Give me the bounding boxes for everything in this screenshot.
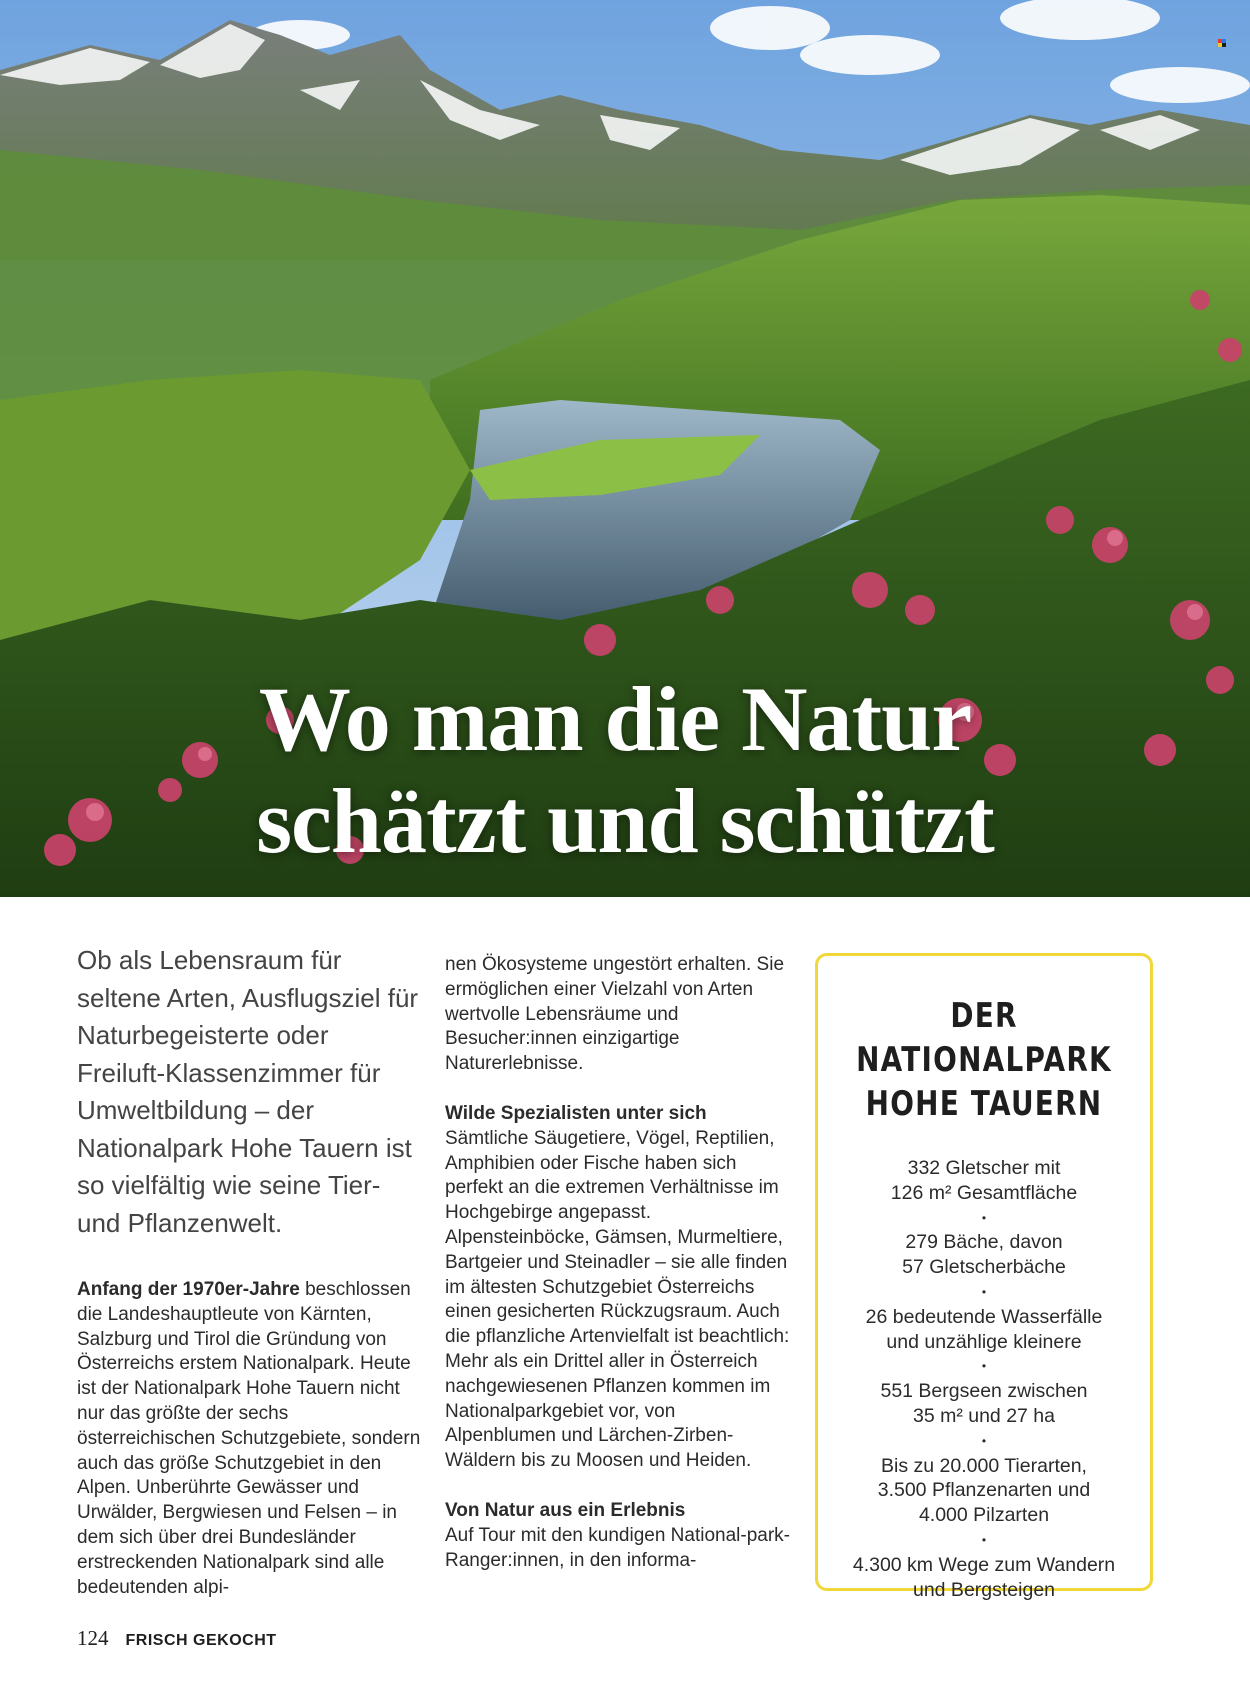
subheading-von-natur: Von Natur aus ein Erlebnis: [445, 1499, 686, 1521]
fact-box-title-line-2: HOHE TAUERN: [865, 1084, 1103, 1124]
fact-item: 3.500 Pflanzenarten und: [877, 1479, 1091, 1502]
magazine-name: FRISCH GEKOCHT: [125, 1632, 277, 1649]
col2-paragraph-1: nen Ökosysteme ungestört erhalten. Sie ermöglichen einer Vielzahl von Arten wertvolle Lebensräume und Besucher:innen einzigartige Naturerlebnisse.: [445, 954, 785, 1075]
fact-item: 126 m² Gesamtfläche: [890, 1181, 1078, 1204]
body-column-2: [445, 953, 790, 1573]
col2-paragraph-2: Sämtliche Säugetiere, Vögel, Reptilien, Amphibien oder Fische haben sich perfekt an die extremen Verhältnisse im Hochgebirge angepasst. Alpensteinböcke, Gämsen, Murmeltiere, Bartgeier und Steinadler – sie alle finden im ältesten Schutzgebiet Österreichs einen gesicherten Rückzugsraum. Auch die pflanzliche Artenvielfalt ist beachtlich: Mehr als ein Drittel aller in Österreich nachgewiesenen Pflanzen kommen im Nationalparkgebiet vor, von Alpenblumen und Lärchen-Zirben-Wäldern bis zu Moosen und Heiden.: [445, 1127, 790, 1472]
lead-paragraph: Ob als Lebensraum für seltene Arten, Ausflugsziel für Naturbegeisterte oder Freiluft-Klassenzimmer für Umweltbildung – der Nationalpark Hohe Tauern ist so vielfältig wie seine Tier- und Pflanzenwelt.: [77, 945, 419, 1238]
bullet-separator: •: [981, 1433, 987, 1448]
bullet-separator: •: [981, 1532, 987, 1547]
body-column-1: [77, 1278, 422, 1600]
fact-item: 551 Bergseen zwischen: [880, 1380, 1088, 1403]
fact-list: [818, 1156, 1150, 1602]
fact-item: 57 Gletscherbäche: [902, 1256, 1066, 1279]
col1-text: beschlossen die Landeshauptleute von Kärnten, Salzburg und Tirol die Gründung von Österreichs erstem Nationalpark. Heute ist der Nationalpark Hohe Tauern nicht nur das größte der sechs österreichischen Schutzgebiete, sondern auch das größe Schutzgebiet in den Alpen. Unberührte Gewässer und Urwälder, Bergwiesen und Felsen – in dem sich über drei Bundesländer erstreckenden Nationalpark sind alle bedeutenden alpi-: [77, 1279, 421, 1598]
page-number: 124: [77, 1626, 109, 1650]
col1-bold-start: Anfang der 1970er-Jahre: [77, 1279, 300, 1300]
col2-paragraph-3: Auf Tour mit den kundigen National-park-Ranger:innen, in den informa-: [445, 1524, 791, 1571]
fact-item: und unzählige kleinere: [886, 1330, 1082, 1353]
col1-paragraph: [77, 1278, 422, 1600]
headline-line-1: Wo man die Natur: [258, 668, 972, 770]
fact-box-title-line-1: DER NATIONALPARK: [856, 996, 1112, 1080]
fact-item: 279 Bäche, davon: [905, 1231, 1063, 1254]
fact-item: 332 Gletscher mit: [907, 1157, 1061, 1179]
fact-item: 4.000 Pilzarten: [918, 1504, 1050, 1527]
bullet-separator: •: [981, 1210, 987, 1225]
fact-box: [815, 953, 1153, 1601]
fact-item: und Bergsteigen: [912, 1578, 1056, 1601]
page-footer: [77, 1626, 277, 1651]
fact-item: 35 m² und 27 ha: [912, 1404, 1055, 1427]
bullet-separator: •: [981, 1284, 987, 1299]
fact-item: 4.300 km Wege zum Wandern: [852, 1553, 1116, 1576]
fact-box-title: [848, 994, 1120, 1126]
fact-item: 26 bedeutende Wasserfälle: [865, 1305, 1103, 1328]
bullet-separator: •: [981, 1359, 987, 1374]
color-bar-mark: [1218, 34, 1226, 42]
fact-item: Bis zu 20.000 Tierarten,: [881, 1454, 1087, 1477]
subheading-wilde-spezialisten: Wilde Spezialisten unter sich: [445, 1102, 707, 1124]
headline-line-2: schätzt und schützt: [256, 770, 994, 872]
